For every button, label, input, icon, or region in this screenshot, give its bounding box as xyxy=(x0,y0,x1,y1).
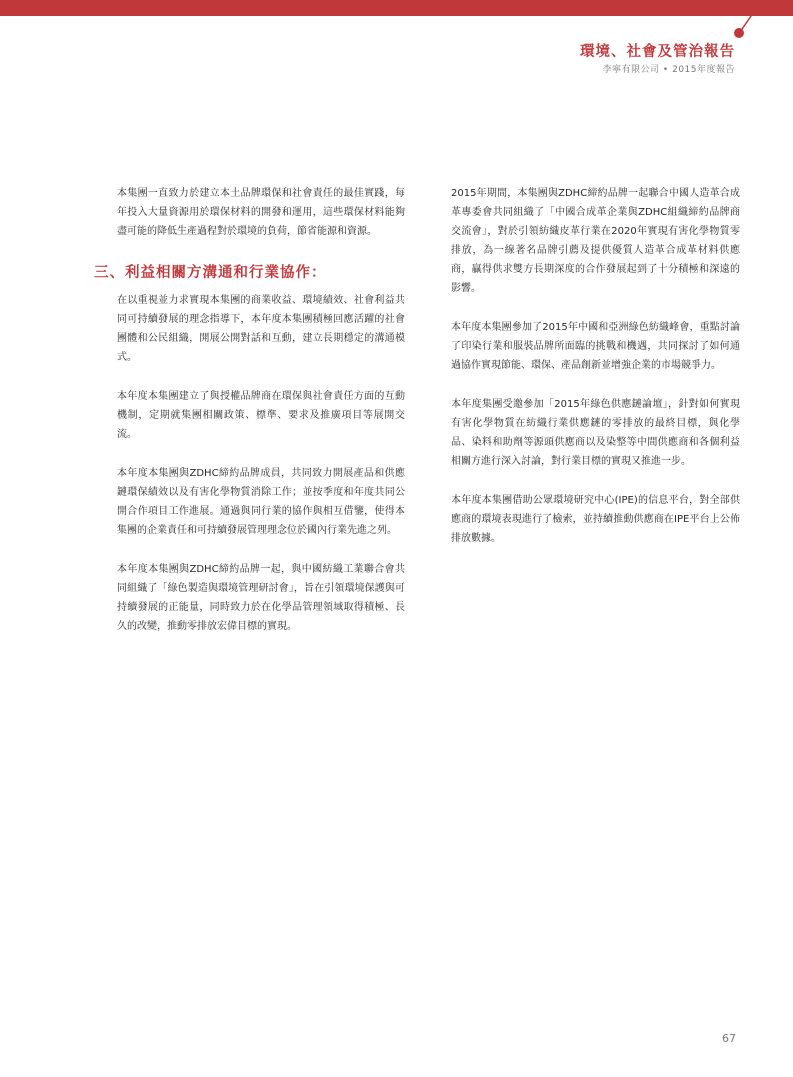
decorative-line-dot-icon xyxy=(734,0,764,42)
body-paragraph: 本年度本集團參加了2015年中國和亞洲綠色紡織峰會，重點討論了印染行業和服裝品牌所面臨的挑戰和機遇，共同探討了如何通過協作實現節能、環保、產品創新並增強企業的市場競爭力。 xyxy=(451,322,740,371)
report-title: 環境、社會及管治報告 xyxy=(580,44,735,60)
page-number: 67 xyxy=(722,1032,736,1045)
body-paragraph: 本年度本集團與ZDHC締約品牌一起，與中國紡織工業聯合會共同組織了「綠色製造與環境管理研討會」，旨在引領環境保護與可持續發展的正能量，同時致力於在化學品管理領域取得積極、長久的改變，推動零排放宏偉目標的實現。 xyxy=(117,564,405,632)
body-paragraph: 本年度本集團與ZDHC締約品牌成員，共同致力開展產品和供應鏈環保績效以及有害化學物質消除工作；並按季度和年度共同公開合作項目工作進展。通過與同行業的協作與相互借鑒，使得本集團的企業責任和可持續發展管理理念位於國內行業先進之列。 xyxy=(117,468,405,536)
top-banner xyxy=(0,0,793,16)
left-column xyxy=(94,184,405,656)
body-paragraph: 2015年期間，本集團與ZDHC締約品牌一起聯合中國人造革合成革專委會共同組織了「中國合成革企業與ZDHC組織締約品牌商交流會」，對於引領紡織皮革行業在2020年實現有害化學物質零排放，為一線著名品牌引薦及提供優質人造革合成革材料供應商，贏得供求雙方長期深度的合作發展起到了十分積極和深遠的影響。 xyxy=(451,188,740,294)
right-column xyxy=(451,184,740,568)
body-paragraph: 在以重視並力求實現本集團的商業收益、環境績效、社會利益共同可持續發展的理念指導下，本年度本集團積極回應活躍的社會團體和公民組織，開展公開對話和互動，建立長期穩定的溝通模式。 xyxy=(117,295,405,363)
report-subtitle: 李寧有限公司 • 2015年度報告 xyxy=(602,65,735,75)
body-paragraph: 本年度本集團建立了與授權品牌商在環保與社會責任方面的互動機制，定期就集團相關政策、標準、要求及推廣項目等展開交流。 xyxy=(117,391,405,440)
body-paragraph: 本年度集團受邀參加「2015年綠色供應鏈論壇」，針對如何實現有害化學物質在紡織行業供應鏈的零排放的最終目標，與化學品、染料和助劑等源頭供應商以及染整等中間供應商和各個利益相關方進行深入討論，對行業目標的實現又推進一步。 xyxy=(451,399,740,467)
body-paragraph: 本年度本集團借助公眾環境研究中心(IPE)的信息平台，對全部供應商的環境表現進行了檢索，並持續推動供應商在IPE平台上公佈排放數據。 xyxy=(451,495,740,544)
intro-paragraph: 本集團一直致力於建立本土品牌環保和社會責任的最佳實踐，每年投入大量資源用於環保材料的開發和運用，這些環保材料能夠盡可能的降低生產過程對於環境的負荷，節省能源和資源。 xyxy=(117,188,405,237)
section-heading: 三、利益相關方溝通和行業協作： xyxy=(94,265,327,281)
